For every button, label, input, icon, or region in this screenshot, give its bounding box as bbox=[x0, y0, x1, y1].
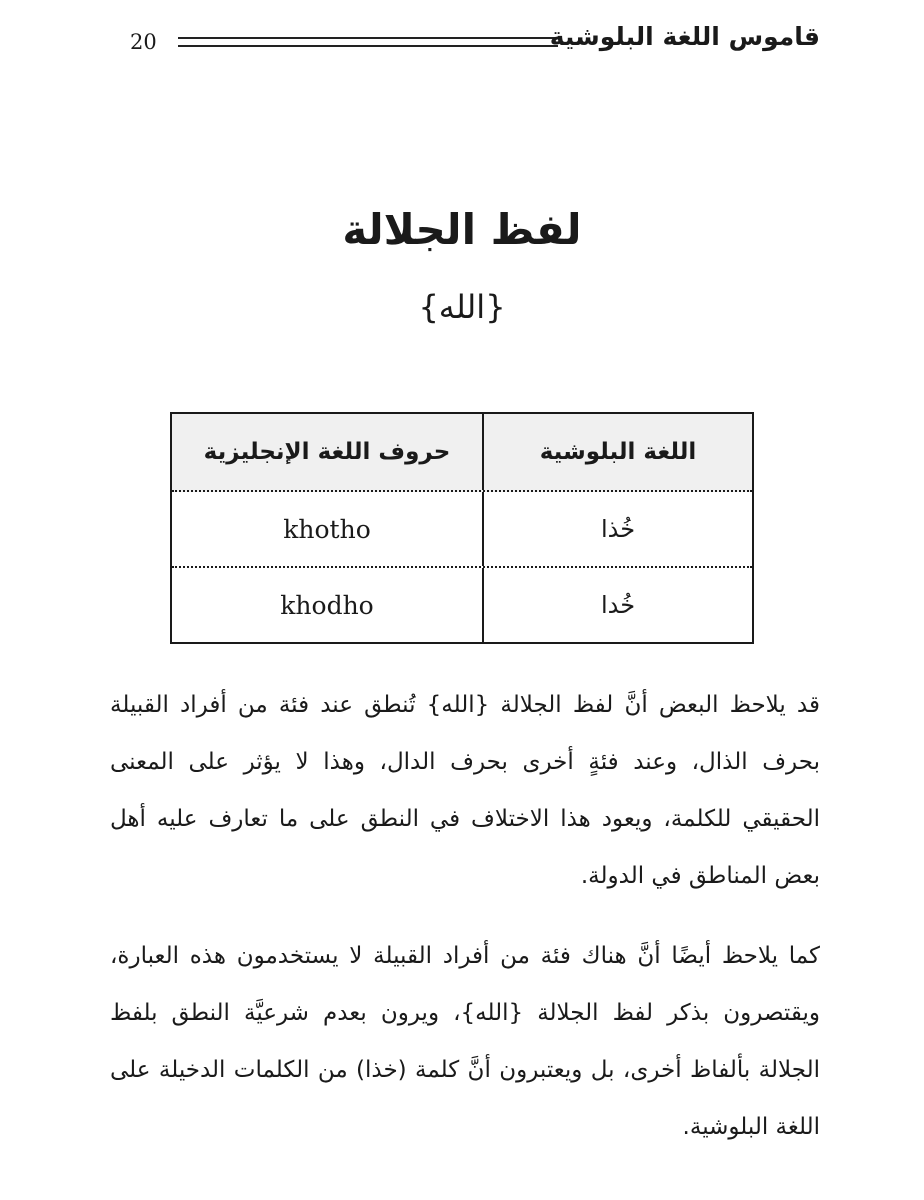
english-cell: khotho bbox=[283, 514, 371, 544]
header-rule bbox=[178, 37, 558, 47]
column-header-baluchi: اللغة البلوشية bbox=[482, 414, 752, 490]
paragraph-1: قد يلاحظ البعض أنَّ لفظ الجلالة {الله} تُنطق عند فئة من أفراد القبيلة بحرف الذال، وعند فئةٍ أخرى بحرف الدال، وهذا لا يؤثر على المعنى الحقيقي للكلمة، ويعود هذا الاختلاف في النطق على ما تعارف عليه أهل بعض المناطق في الدولة. bbox=[110, 692, 820, 889]
pronunciation-table bbox=[170, 412, 754, 644]
page-subtitle: {الله} bbox=[418, 288, 506, 326]
column-header-english: حروف اللغة الإنجليزية bbox=[203, 439, 451, 465]
page-header bbox=[120, 22, 820, 62]
page-number: 20 bbox=[130, 30, 157, 54]
table-row bbox=[172, 492, 752, 568]
english-cell: khodho bbox=[280, 590, 374, 620]
baluchi-cell: خُذا bbox=[482, 492, 752, 566]
paragraph-2: كما يلاحظ أيضًا أنَّ هناك فئة من أفراد القبيلة لا يستخدمون هذه العبارة، ويقتصرون بذكر لفظ الجلالة {الله}، ويرون بعدم شرعيَّة النطق بلفظ الجلالة بألفاظ أخرى، بل ويعتبرون أنَّ كلمة (خذا) من الكلمات الدخيلة على اللغة البلوشية. bbox=[110, 943, 820, 1140]
table-row bbox=[172, 568, 752, 642]
running-title: قاموس اللغة البلوشية bbox=[549, 22, 820, 51]
table-header-row bbox=[172, 414, 752, 492]
baluchi-cell: خُدا bbox=[482, 568, 752, 642]
page-title: لفظ الجلالة bbox=[342, 205, 582, 254]
